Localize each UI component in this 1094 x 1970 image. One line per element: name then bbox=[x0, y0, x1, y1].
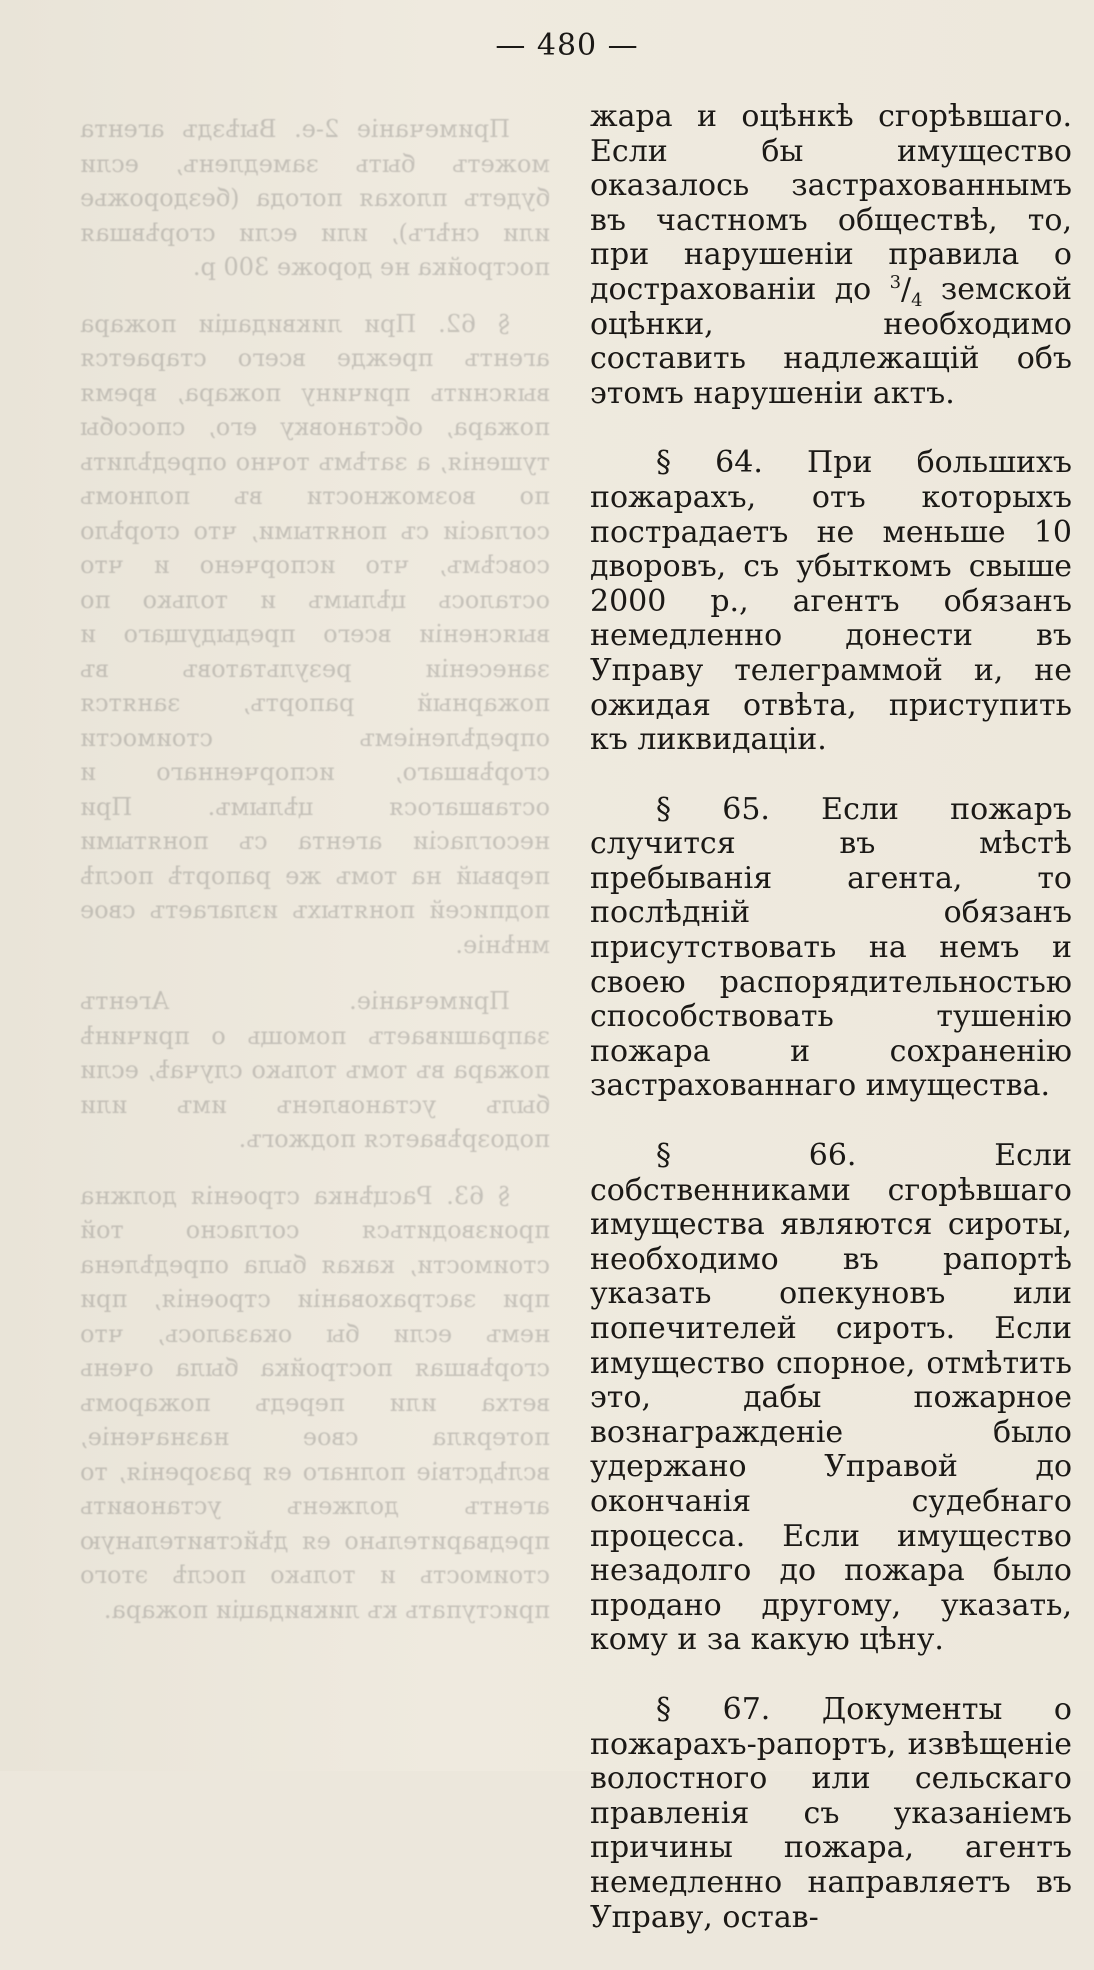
paragraph-continuation bbox=[590, 100, 1072, 411]
fraction-denominator: 4 bbox=[911, 289, 923, 311]
bleed-through-line: § 62. При ликвидаціи пожара агентъ прежде всего старается выяснить причину пожара, время пожара, обстановку его, способы тушенія, а затѣмъ точно опредѣлить по возможности въ полномъ согласіи съ понятыми, что сгорѣло совсѣмъ, что испорчено и что осталось цѣлымъ и только по выясненіи всего предыдущаго и занесеніи результатовъ въ пожарный рапортъ, занятся опредѣленіемъ стоимости сгорѣвшаго, испорченнаго и оставшагося цѣлымъ. При несогласіи агента съ понятыми первый на томъ же рапортѣ послѣ подписей понятыхъ излагаетъ свое мнѣніе. bbox=[80, 309, 550, 959]
text-column bbox=[590, 100, 1072, 1970]
page-number: — 480 — bbox=[495, 28, 639, 63]
section-67: § 67. Документы о пожарахъ-рапортъ, извѣщеніе волостного или сельскаго правленія съ указаніемъ причины пожара, агентъ немедленно направляетъ въ Управу, остав- bbox=[590, 1691, 1072, 1935]
paragraph-text: жара и оцѣнкѣ сгорѣвшаго. Если бы имущество оказалось застрахованнымъ въ частномъ обществѣ, то, при нарушеніи правила о дострахованіи до bbox=[590, 99, 1072, 307]
bleed-through-text bbox=[80, 112, 550, 1649]
fraction-numerator: 3 bbox=[889, 271, 902, 293]
paragraph-text: земской оцѣнки, необходимо составить надлежащій объ этомъ нарушеніи актъ. bbox=[590, 271, 1072, 411]
section-64: § 64. При большихъ пожарахъ, отъ которыхъ пострадаетъ не меньше 10 дворовъ, съ убыткомъ свыше 2000 р., агентъ обязанъ немедленно донести въ Управу телеграммой и, не ожидая отвѣта, приступить къ ликвидаціи. bbox=[590, 445, 1072, 758]
section-66: § 66. Если собственниками сгорѣвшаго имущества являются сироты, необходимо въ рапортѣ указать опекуновъ или попечителей сиротъ. Если имущество спорное, отмѣтить это, дабы пожарное вознагражденіе было удержано Управой до окончанія судебнаго процесса. Если имущество незадолго до пожара было продано другому, указать, кому и за какую цѣну. bbox=[590, 1138, 1072, 1658]
section-65: § 65. Если пожаръ случится въ мѣстѣ пребыванія агента, то послѣдній обязанъ присутствовать на немъ и своею распорядительностью способствовать тушенію пожара и сохраненію застрахованнаго имущества. bbox=[590, 791, 1072, 1104]
fraction-separator: / bbox=[901, 271, 912, 307]
bleed-through-line: Примечаніе. Агентъ запрашиваетъ помощь о причинѣ пожара въ томъ только случаѣ, если былъ установленъ имъ или подозрѣвается поджогъ. bbox=[80, 987, 550, 1153]
bleed-through-line: § 63. Расцѣнка строенія должна производиться согласно той стоимости, какая была опредѣлена при застрахованіи строенія, при немъ если бы оказалось, что сгорѣвшая постройка была очень ветха или передъ пожаромъ потеряла свое назначеніе, вслѣдствіе полнаго ея разоренія, то агентъ долженъ установить предварительно ея дѣйствительную стоимость и только послѣ этого приступать къ ликвидаціи пожара. bbox=[80, 1181, 550, 1624]
bleed-through-line: Примечаніе 2-е. Выѣздъ агента можетъ быть замедленъ, если будетъ плохая погода (бездорожье или снѣгъ), или если сгорѣвшая постройка не дороже 300 р. bbox=[80, 115, 550, 281]
